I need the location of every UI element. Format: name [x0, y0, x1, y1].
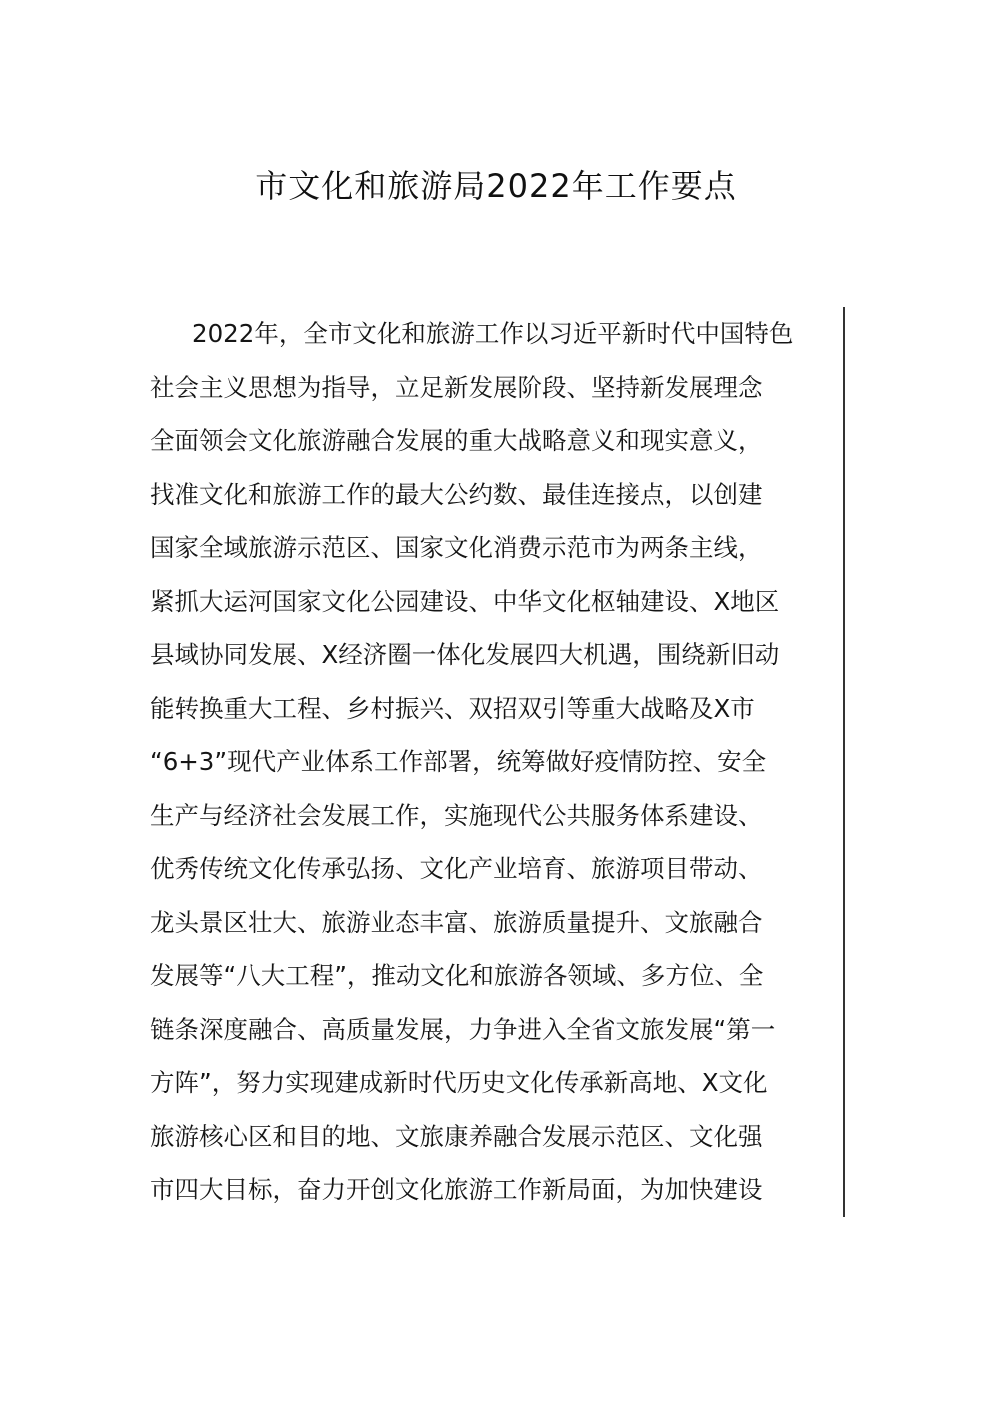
- paragraph-line: 社会主义思想为指导，立足新发展阶段、坚持新发展理念: [150, 372, 763, 402]
- body-paragraph: [150, 307, 850, 1217]
- paragraph-line: 生产与经济社会发展工作，实施现代公共服务体系建设、: [150, 800, 763, 830]
- paragraph-line: 市四大目标，奋力开创文化旅游工作新局面，为加快建设: [150, 1175, 763, 1204]
- paragraph-line: 发展等“八大工程”，推动文化和旅游各领域、多方位、全: [150, 961, 764, 990]
- paragraph-line: 旅游核心区和目的地、文旅康养融合发展示范区、文化强: [150, 1121, 763, 1151]
- paragraph-line: 县域协同发展、X经济圈一体化发展四大机遇，围绕新旧动: [150, 640, 780, 669]
- paragraph-line: 2022年，全市文化和旅游工作以习近平新时代中国特色: [192, 319, 794, 348]
- paragraph-line: 链条深度融合、高质量发展，力争进入全省文旅发展“第一: [150, 1014, 776, 1044]
- paragraph-line: 全面领会文化旅游融合发展的重大战略意义和现实意义，: [150, 426, 763, 455]
- paragraph-line: 紧抓大运河国家文化公园建设、中华文化枢轴建设、X地区: [150, 586, 780, 616]
- paragraph-line: 优秀传统文化传承弘扬、文化产业培育、旅游项目带动、: [150, 854, 763, 883]
- paragraph-line: 能转换重大工程、乡村振兴、双招双引等重大战略及X市: [150, 693, 755, 723]
- document-title: 市文化和旅游局2022年工作要点: [255, 167, 737, 205]
- paragraph-line: “6+3”现代产业体系工作部署，统筹做好疫情防控、安全: [150, 747, 767, 776]
- paragraph-line: 国家全域旅游示范区、国家文化消费示范市为两条主线，: [150, 533, 763, 562]
- paragraph-line: 方阵”，努力实现建成新时代历史文化传承新高地、X文化: [150, 1068, 768, 1097]
- paragraph-line: 龙头景区壮大、旅游业态丰富、旅游质量提升、文旅融合: [150, 907, 763, 937]
- right-margin-rule: [843, 307, 845, 1217]
- paragraph-line: 找准文化和旅游工作的最大公约数、最佳连接点，以创建: [150, 479, 763, 509]
